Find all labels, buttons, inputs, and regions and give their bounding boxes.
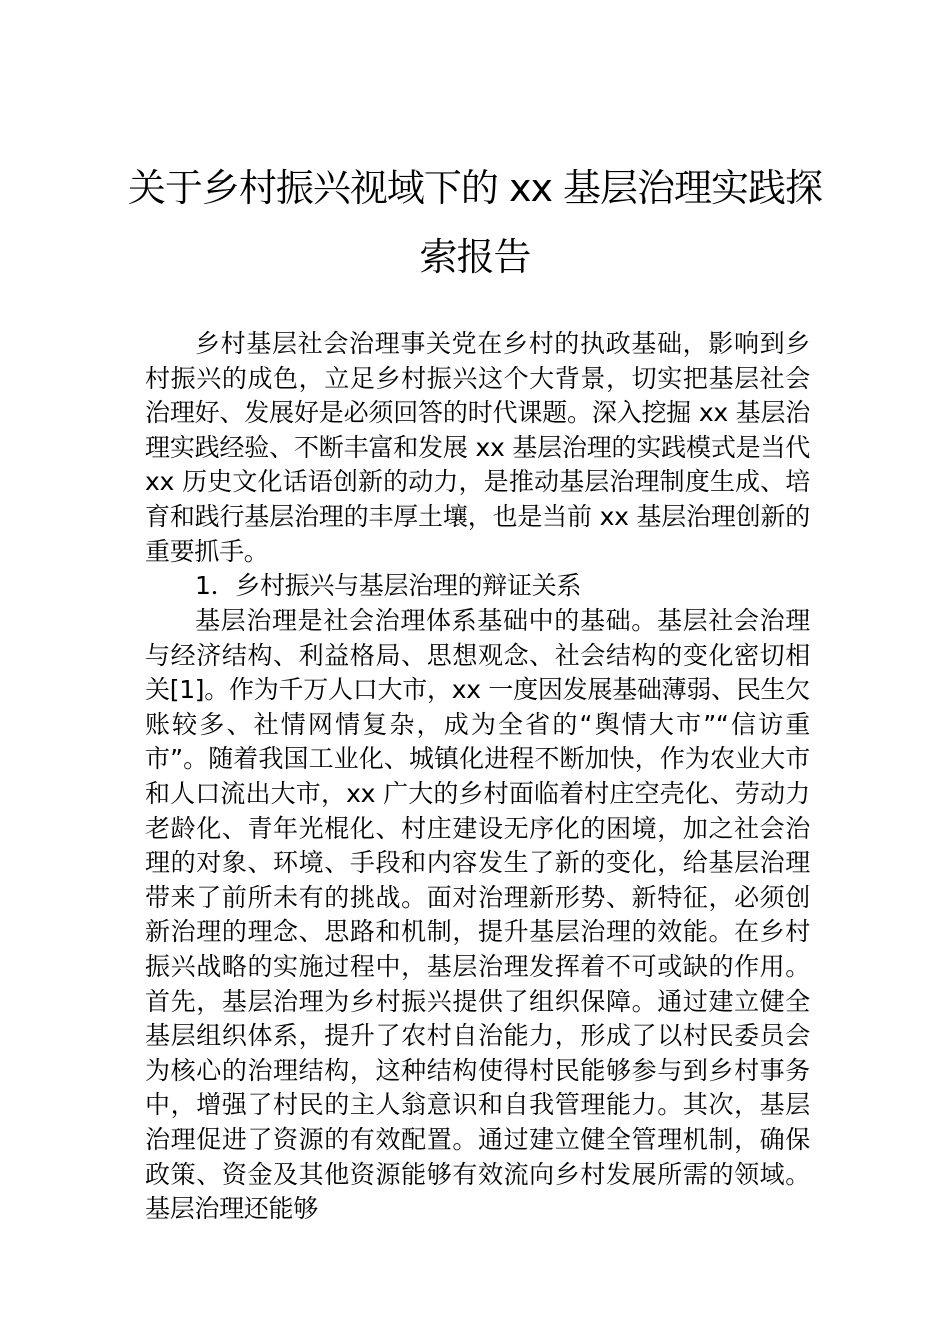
- document-title-line-2: 索报告: [419, 235, 531, 279]
- paragraph-section-1: 基层治理是社会治理体系基础中的基础。基层社会治理与经济结构、利益格局、思想观念、社会结构的变化密切相关[1]。作为千万人口大市，xx 一度因发展基础薄弱、民生欠账较多、社情网情复杂，成为全省的“舆情大市”“信访重市”。随着我国工业化、城镇化进程不断加快，作为农业大市和人口流出大市，xx 广大的乡村面临着村庄空壳化、劳动力老龄化、青年光棍化、村庄建设无序化的困境，加之社会治理的对象、环境、手段和内容发生了新的变化，给基层治理带来了前所未有的挑战。面对治理新形势、新特征，必须创新治理的理念、思路和机制，提升基层治理的效能。在乡村振兴战略的实施过程中，基层治理发挥着不可或缺的作用。首先，基层治理为乡村振兴提供了组织保障。通过建立健全基层组织体系，提升了农村自治能力，形成了以村民委员会为核心的治理结构，这种结构使得村民能够参与到乡村事务中，增强了村民的主人翁意识和自我管理能力。其次，基层治理促进了资源的有效配置。通过建立健全管理机制，确保政策、资金及其他资源能够有效流向乡村发展所需的领域。基层治理还能够: [145, 606, 810, 1224]
- paragraph-intro: 乡村基层社会治理事关党在乡村的执政基础，影响到乡村振兴的成色，立足乡村振兴这个大背景，切实把基层社会治理好、发展好是必须回答的时代课题。深入挖掘 xx 基层治理实践经验、不断丰富和发展 xx 基层治理的实践模式是当代 xx 历史文化话语创新的动力，是推动基层治理制度生成、培育和践行基层治理的丰厚土壤，也是当前 xx 基层治理创新的重要抓手。: [145, 329, 810, 566]
- section-heading-1: 1．乡村振兴与基层治理的辩证关系: [195, 571, 582, 600]
- document-title-line-1: 关于乡村振兴视域下的 xx 基层治理实践探: [127, 166, 823, 210]
